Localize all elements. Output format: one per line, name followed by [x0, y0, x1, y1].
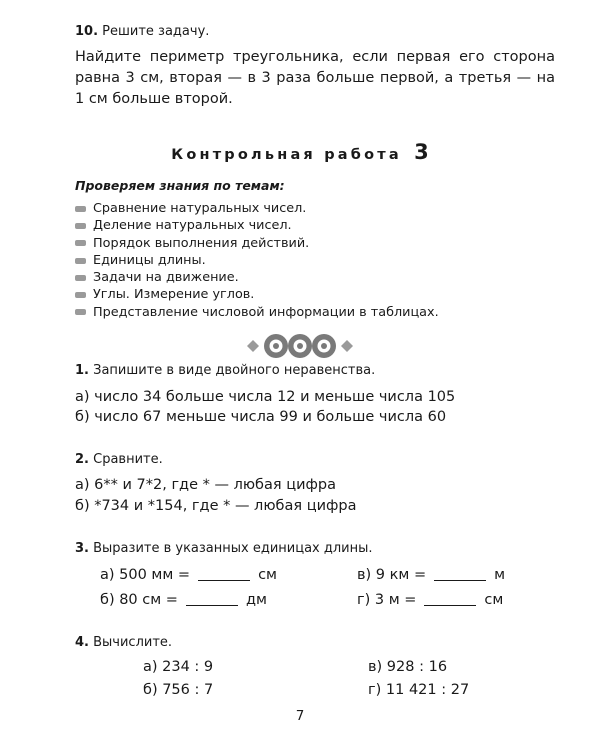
bullet-icon	[75, 292, 86, 298]
page-number: 7	[295, 708, 305, 724]
answer-blank	[198, 580, 250, 581]
question-4a: а) 234 : 9	[143, 659, 214, 675]
task-10-heading	[75, 24, 209, 39]
question-3-prompt: Выразите в указанных единицах длины.	[93, 541, 373, 556]
topic-item	[75, 252, 439, 269]
question-3c-unit: м	[494, 567, 506, 583]
question-3c	[357, 567, 505, 583]
topic-item	[75, 217, 439, 234]
question-3b	[100, 592, 267, 608]
question-2-number: 2.	[75, 452, 89, 467]
section-title	[0, 140, 600, 164]
bullet-icon	[75, 258, 86, 264]
topic-label: Порядок выполнения действий.	[93, 235, 310, 251]
question-3b-unit: дм	[245, 592, 267, 608]
question-4d: г) 11 421 : 27	[368, 682, 470, 698]
topic-label: Представление числовой информации в таблицах.	[93, 304, 439, 320]
question-1-heading	[75, 363, 375, 378]
question-1-prompt: Запишите в виде двойного неравенства.	[93, 363, 376, 378]
question-1b: б) число 67 меньше числа 99 и больше числа 60	[75, 409, 447, 425]
topic-item	[75, 286, 439, 303]
question-3-heading	[75, 541, 373, 556]
answer-blank	[434, 580, 486, 581]
question-3b-expression: б) 80 см =	[100, 592, 178, 608]
question-3a	[100, 567, 277, 583]
task-10-number: 10.	[75, 24, 99, 39]
question-3d-unit: см	[484, 592, 504, 608]
question-2-heading	[75, 452, 163, 467]
question-3-number: 3.	[75, 541, 89, 556]
question-4b: б) 756 : 7	[143, 682, 214, 698]
question-1-number: 1.	[75, 363, 89, 378]
bullet-icon	[75, 240, 86, 246]
bullet-icon	[75, 206, 86, 212]
answer-blank	[186, 605, 238, 606]
question-4-prompt: Вычислите.	[93, 635, 173, 650]
bullet-icon	[75, 309, 86, 315]
question-4-heading	[75, 635, 172, 650]
topic-item	[75, 269, 439, 286]
question-2a: а) 6** и 7*2, где * — любая цифра	[75, 477, 336, 493]
task-10-prompt: Решите задачу.	[102, 24, 210, 39]
topic-label: Деление натуральных чисел.	[93, 218, 292, 234]
topic-item	[75, 304, 439, 321]
question-3d-expression: г) 3 м =	[357, 592, 417, 608]
question-4c: в) 928 : 16	[368, 659, 448, 675]
question-3c-expression: в) 9 км =	[357, 567, 427, 583]
answer-blank	[424, 605, 476, 606]
question-3a-unit: см	[258, 567, 277, 583]
bullet-icon	[75, 275, 86, 281]
question-1a: а) число 34 больше числа 12 и меньше числа 105	[75, 389, 456, 405]
task-10-text: Найдите периметр треугольника, если первая его сторона равна 3 см, вторая — в 3 раза больше первой, а третья — на 1 см больше второй.	[75, 49, 555, 107]
ornament-divider-icon	[245, 332, 355, 360]
question-4-number: 4.	[75, 635, 89, 650]
question-3d	[357, 592, 503, 608]
topic-label: Углы. Измерение углов.	[93, 287, 255, 303]
question-2b: б) *734 и *154, где * — любая цифра	[75, 498, 357, 514]
topic-label: Единицы длины.	[93, 252, 206, 268]
topic-item	[75, 235, 439, 252]
section-title-text: Контрольная работа	[171, 147, 402, 163]
topics-list	[75, 200, 439, 321]
question-2-prompt: Сравните.	[93, 452, 163, 467]
section-number: 3	[414, 140, 429, 164]
topic-label: Сравнение натуральных чисел.	[93, 201, 307, 216]
bullet-icon	[75, 223, 86, 229]
topics-title: Проверяем знания по темам:	[75, 178, 285, 193]
question-3a-expression: а) 500 мм =	[100, 567, 191, 583]
topic-label: Задачи на движение.	[93, 270, 239, 286]
topic-item	[75, 200, 439, 217]
